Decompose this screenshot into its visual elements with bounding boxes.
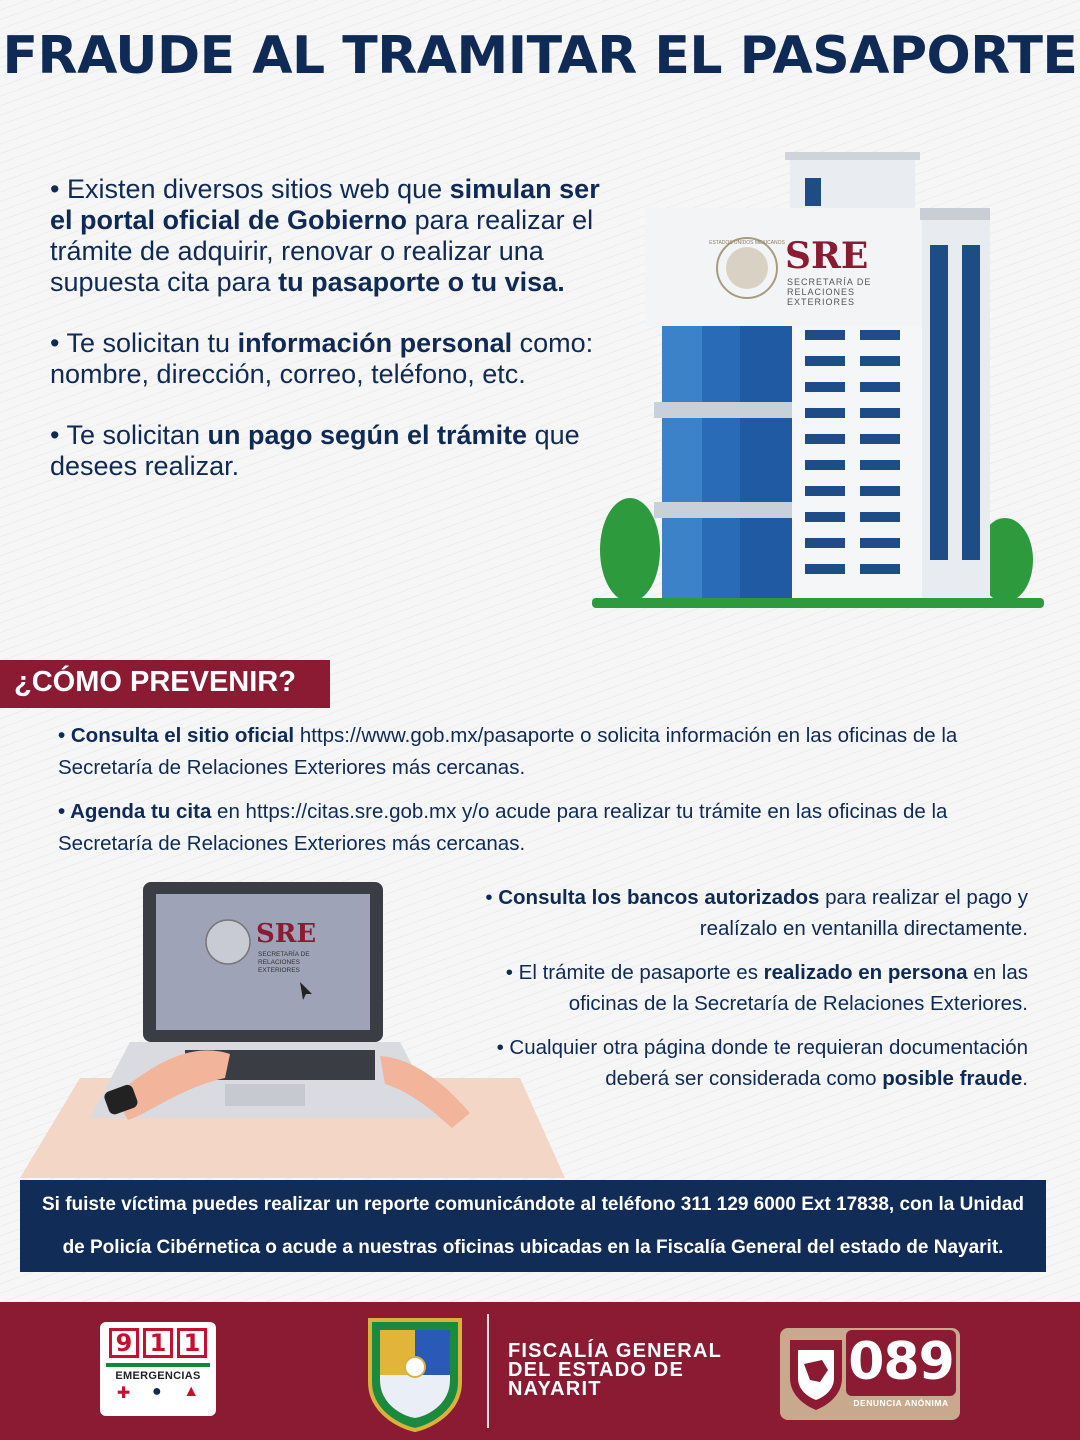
sre-line1: SECRETARÍA DE bbox=[787, 277, 872, 287]
laptop-sre-line3: EXTERIORES bbox=[258, 967, 300, 974]
sre-line2: RELACIONES bbox=[787, 287, 856, 297]
denuncia-label: DENUNCIA ANÓNIMA bbox=[853, 1398, 949, 1408]
number-089: 089 bbox=[846, 1330, 956, 1396]
cross-icon: ✚ bbox=[116, 1385, 131, 1402]
sre-acronym: SRE bbox=[785, 235, 869, 277]
emergencias-label: EMERGENCIAS bbox=[115, 1370, 201, 1382]
nayarit-coat-of-arms-icon bbox=[360, 1312, 470, 1432]
right-item: • Cualquier otra página donde te requieran documentación deberá ser considerada como posible fraude. bbox=[496, 1036, 1028, 1090]
sre-line3: EXTERIORES bbox=[787, 297, 856, 307]
laptop-sre-line2: RELACIONES bbox=[258, 959, 300, 966]
prevent-item: • Consulta el sitio oficial https://www.gob.mx/pasaporte o solicita información en las oficinas de la Secretaría de Relaciones Exteriores más cercanas. bbox=[58, 724, 958, 779]
laptop-sre-acronym: SRE bbox=[256, 919, 317, 949]
report-banner: Si fuiste víctima puedes realizar un reporte comunicándote al teléfono 311 129 6000 Ext 17838, con la Unidad de Policía Cibérnetica o acude a nuestras oficinas ubicadas en la Fiscalía General del estado de Nayarit. bbox=[20, 1180, 1046, 1272]
sre-building-illustration bbox=[590, 150, 1050, 620]
emergencias-911-logo bbox=[100, 1322, 216, 1416]
prevent-heading: ¿CÓMO PREVENIR? bbox=[0, 660, 330, 708]
intro-item: • Te solicitan un pago según el trámite que desees realizar. bbox=[50, 420, 580, 481]
digit: 9 bbox=[109, 1328, 139, 1358]
intro-item: • Existen diversos sitios web que simulan ser el portal oficial de Gobierno para realizar el trámite de adquirir, renovar o realizar una supuesta cita para tu pasaporte o tu visa. bbox=[50, 174, 600, 297]
laptop-sre-line1: SECRETARÍA DE bbox=[258, 951, 310, 958]
fire-icon: ▲ bbox=[183, 1383, 200, 1400]
intro-item: • Te solicitan tu información personal como: nombre, dirección, correo, teléfono, etc. bbox=[50, 328, 594, 389]
prevent-list bbox=[58, 720, 1018, 872]
fiscalia-name: FISCALÍA GENERAL DEL ESTADO DE NAYARIT bbox=[508, 1340, 723, 1400]
seal-label: ESTADOS UNIDOS MEXICANOS bbox=[709, 240, 785, 246]
denuncia-089-logo bbox=[780, 1328, 960, 1420]
digit: 1 bbox=[143, 1328, 173, 1358]
footer bbox=[0, 1302, 1080, 1440]
page-title: FRAUDE AL TRAMITAR EL PASAPORTE bbox=[2, 26, 1078, 86]
intro-list bbox=[50, 174, 610, 512]
right-item: • El trámite de pasaporte es realizado en persona en las oficinas de la Secretaría de Relaciones Exteriores. bbox=[505, 961, 1028, 1015]
right-list bbox=[440, 882, 1028, 1107]
shield-icon bbox=[786, 1334, 846, 1414]
prevent-item: • Agenda tu cita en https://citas.sre.gob.mx y/o acude para realizar tu trámite en las oficinas de la Secretaría de Relaciones Exteriores más cercanas. bbox=[58, 800, 948, 855]
right-item: • Consulta los bancos autorizados para realizar el pago y realízalo en ventanilla directamente. bbox=[485, 886, 1028, 940]
digit: 1 bbox=[177, 1328, 207, 1358]
police-cap-icon: ● bbox=[151, 1383, 162, 1400]
